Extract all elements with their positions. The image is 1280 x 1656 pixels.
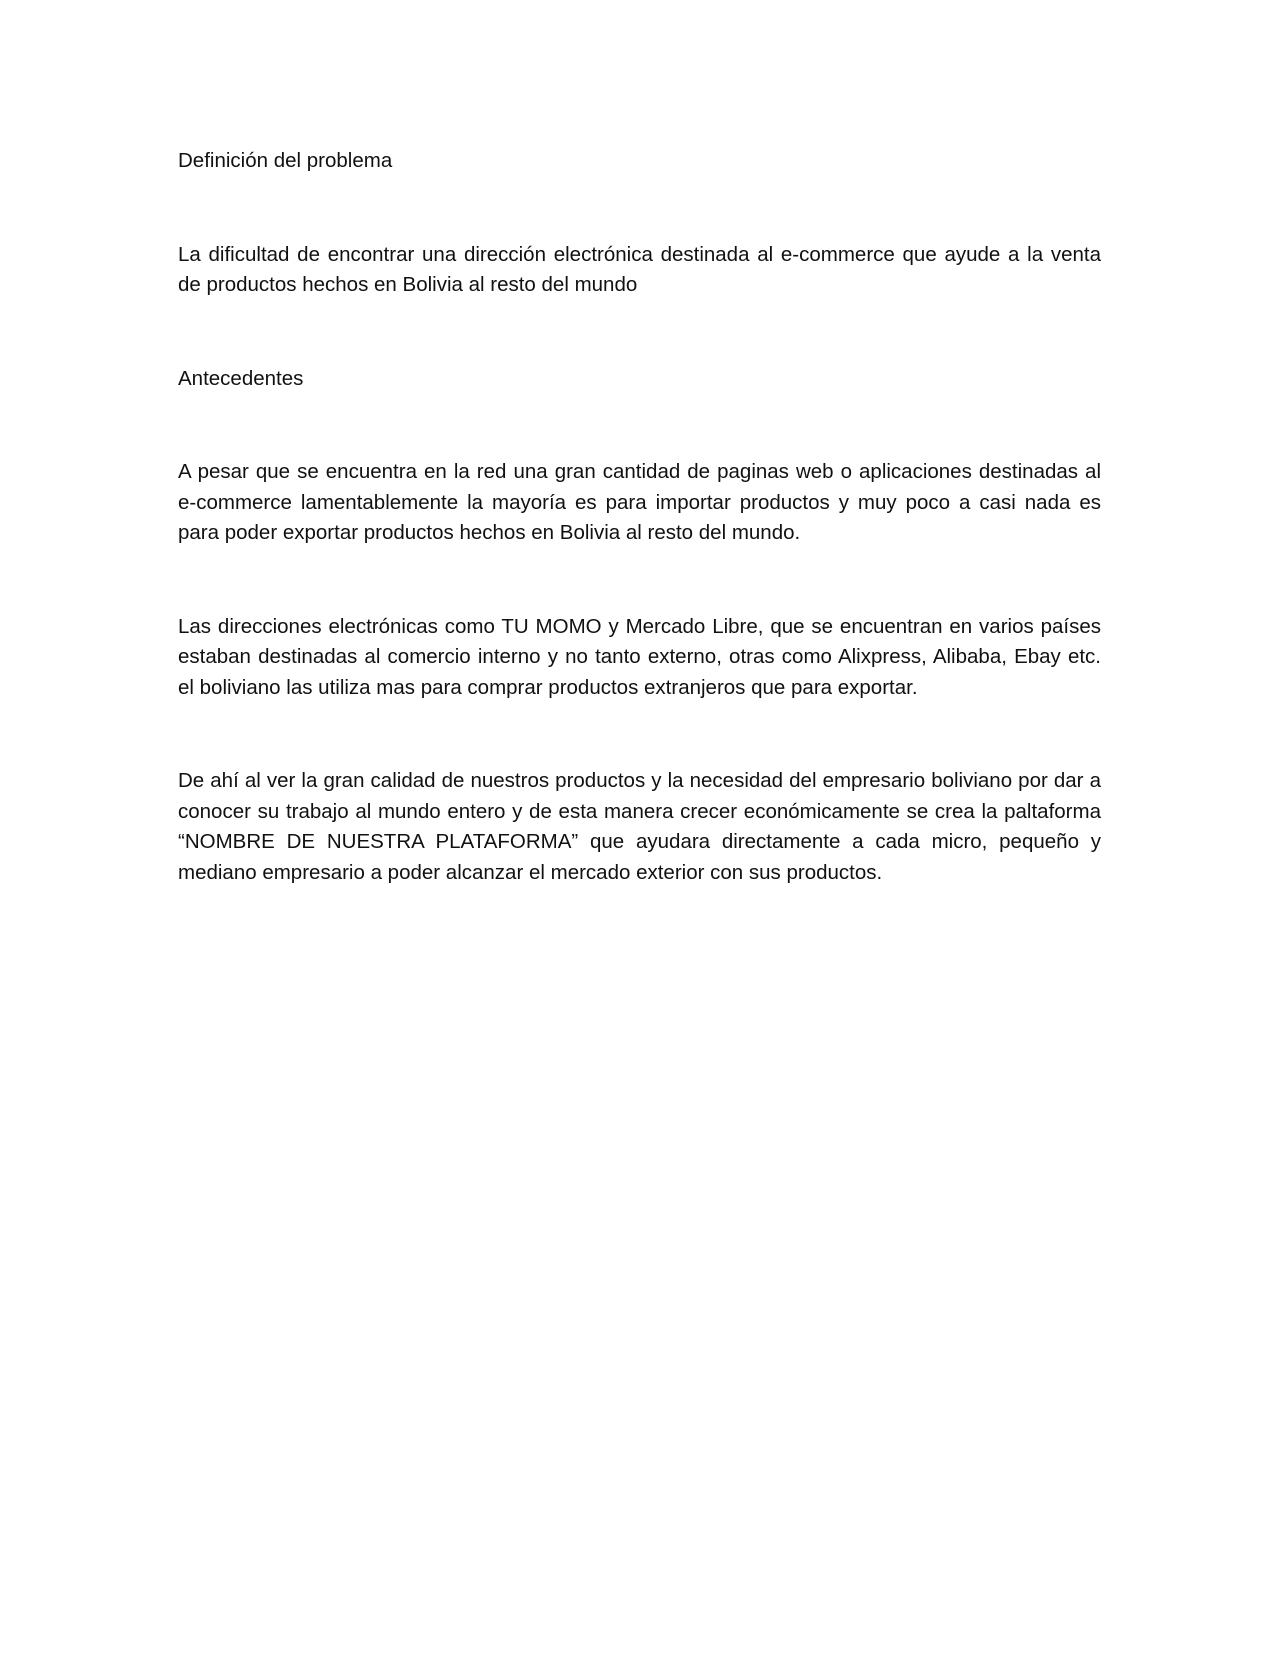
paragraph-background-3: De ahí al ver la gran calidad de nuestros productos y la necesidad del empresario boliviano por dar a conocer su trabajo al mundo entero y de esta manera crecer económicamente se crea la paltaforma “NOMBRE DE NUESTRA PLATAFORMA” que ayudara directamente a cada micro, pequeño y mediano empresario a poder alcanzar el mercado exterior con sus productos.	[178, 769, 1101, 884]
spacer	[178, 177, 1101, 240]
document-body	[178, 146, 1101, 888]
paragraph-problem: La dificultad de encontrar una dirección electrónica destinada al e-commerce que ayude a la venta de productos hechos en Bolivia al resto del mundo	[178, 242, 1101, 296]
paragraph-background-2: Las direcciones electrónicas como TU MOMO y Mercado Libre, que se encuentran en varios países estaban destinadas al comercio interno y no tanto externo, otras como Alixpress, Alibaba, Ebay etc. el boliviano las utiliza mas para comprar productos extranjeros que para exportar.	[178, 614, 1101, 699]
heading-antecedentes: Antecedentes	[178, 366, 304, 390]
spacer	[178, 703, 1101, 766]
spacer	[178, 394, 1101, 457]
spacer	[178, 301, 1101, 364]
spacer	[178, 549, 1101, 612]
heading-definicion: Definición del problema	[178, 149, 393, 172]
paragraph-background-1: A pesar que se encuentra en la red una gran cantidad de paginas web o aplicaciones destinadas al e-commerce lamentablemente la mayoría es para importar productos y muy poco a casi nada es para poder exportar productos hechos en Bolivia al resto del mundo.	[178, 460, 1101, 544]
